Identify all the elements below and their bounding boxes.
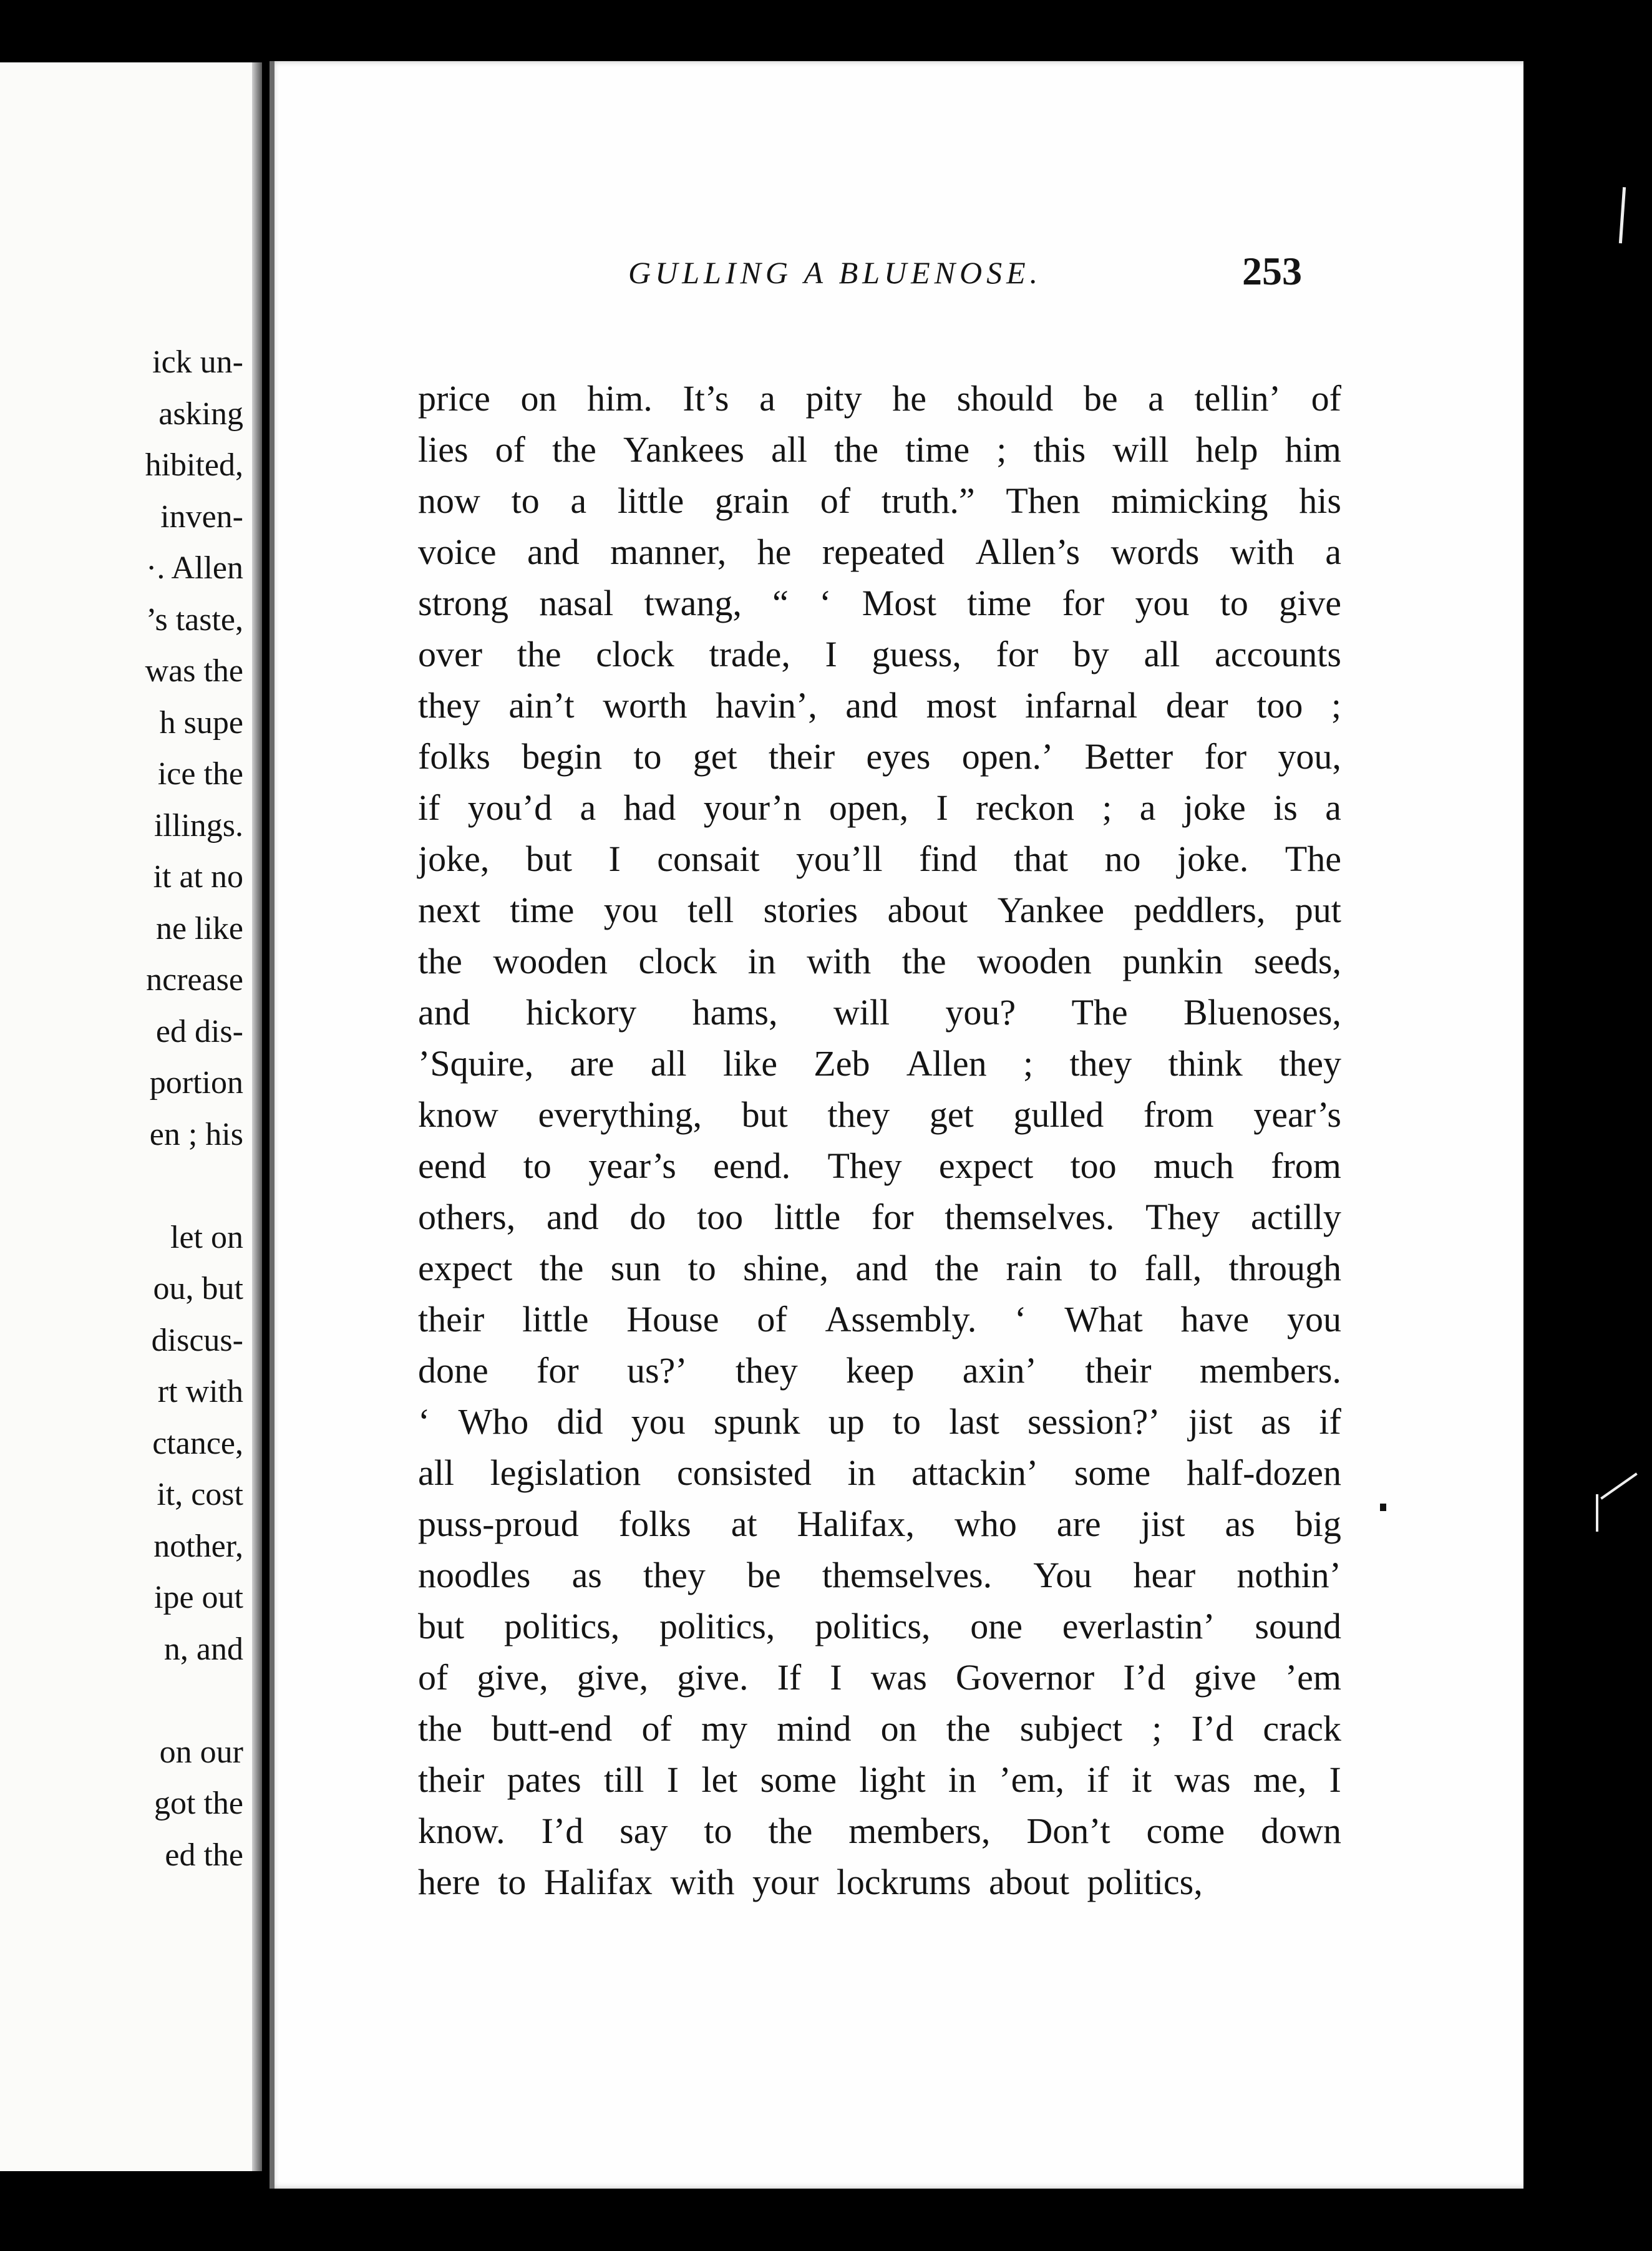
- left-line: nother,: [153, 1528, 243, 1564]
- left-line: discus-: [151, 1322, 243, 1358]
- page-edge-shadow: [270, 61, 275, 2189]
- left-line: rt with: [157, 1374, 243, 1409]
- book-gutter: [252, 62, 262, 2171]
- left-line: on our: [159, 1734, 243, 1770]
- body-text: [418, 373, 1341, 1908]
- left-line: it at no: [153, 859, 243, 895]
- body-line: voice and manner, he repeated Allen’s words with a: [418, 532, 1341, 572]
- left-line: let on: [170, 1219, 243, 1255]
- left-line: ipe out: [154, 1580, 243, 1615]
- body-line: the wooden clock in with the wooden punkin seeds,: [418, 941, 1341, 981]
- body-line: others, and do too little for themselves. They actilly: [418, 1197, 1341, 1237]
- scan-mark: [1619, 187, 1626, 243]
- body-line: eend to year’s eend. They expect too much from: [418, 1145, 1341, 1186]
- left-line: got the: [154, 1786, 243, 1821]
- body-line: here to Halifax with your lockrums about politics,: [418, 1862, 1203, 1902]
- body-line: over the clock trade, I guess, for by all accounts: [418, 634, 1341, 674]
- running-title: GULLING A BLUENOSE.: [628, 255, 1042, 290]
- left-line-gap: [145, 1160, 243, 1212]
- scan-mark: [1380, 1504, 1386, 1511]
- page-number: 253: [1242, 249, 1302, 293]
- left-line: ncrease: [146, 962, 243, 998]
- left-page-text: [145, 337, 243, 1881]
- left-line: illings.: [153, 807, 243, 844]
- scan-mark: [1596, 1494, 1598, 1532]
- left-line: hibited,: [145, 447, 243, 483]
- left-line: inven-: [160, 498, 243, 535]
- body-line: joke, but I consait you’ll find that no joke. The: [418, 839, 1341, 879]
- left-line: it, cost: [157, 1477, 243, 1512]
- left-line: h supe: [159, 704, 243, 741]
- body-line: know everything, but they get gulled from year’s: [418, 1094, 1341, 1135]
- body-line: now to a little grain of truth.” Then mimicking his: [418, 480, 1341, 521]
- body-line: ‘ Who did you spunk up to last session?’ jist as if: [418, 1401, 1341, 1442]
- body-line: folks begin to get their eyes open.’ Better for you,: [418, 736, 1341, 777]
- left-line: ed the: [165, 1837, 243, 1873]
- body-line: of give, give, give. If I was Governor I’d give ’em: [418, 1657, 1341, 1698]
- body-line: price on him. It’s a pity he should be a tellin’ of: [418, 378, 1341, 419]
- left-line: en ; his: [149, 1116, 243, 1152]
- body-line: noodles as they be themselves. You hear nothin’: [418, 1555, 1341, 1595]
- body-line: done for us?’ they keep axin’ their members.: [418, 1350, 1341, 1391]
- body-line: but politics, politics, politics, one everlastin’ sound: [418, 1606, 1341, 1646]
- body-line: strong nasal twang, “ ‘ Most time for you to give: [418, 583, 1341, 623]
- left-line: n, and: [163, 1631, 243, 1667]
- left-line: ed dis-: [155, 1013, 243, 1049]
- body-line: ’Squire, are all like Zeb Allen ; they think they: [418, 1043, 1341, 1084]
- left-facing-page: [0, 62, 262, 2171]
- left-line: ick un-: [152, 344, 243, 380]
- body-line: they ain’t worth havin’, and most infarnal dear too ;: [418, 685, 1341, 726]
- book-page: [270, 61, 1523, 2189]
- left-line: ’s taste,: [146, 601, 243, 638]
- body-line: their little House of Assembly. ‘ What have you: [418, 1299, 1341, 1339]
- body-line: next time you tell stories about Yankee peddlers, put: [418, 890, 1341, 930]
- left-line: ou, but: [153, 1271, 243, 1306]
- body-line: their pates till I let some light in ’em, if it was me, I: [418, 1759, 1341, 1800]
- left-line-gap: [145, 1675, 243, 1727]
- body-line: the butt-end of my mind on the subject ; I’d crack: [418, 1708, 1341, 1749]
- left-line: asking: [158, 396, 243, 432]
- left-line: ice the: [157, 756, 243, 792]
- left-line: ctance,: [152, 1425, 243, 1461]
- scan-mark: [1600, 1472, 1638, 1499]
- left-line: ne like: [155, 910, 243, 946]
- body-line: all legislation consisted in attackin’ some half-dozen: [418, 1452, 1341, 1493]
- body-line: if you’d a had your’n open, I reckon ; a joke is a: [418, 787, 1341, 828]
- body-line: expect the sun to shine, and the rain to fall, through: [418, 1248, 1341, 1288]
- body-line: puss-proud folks at Halifax, who are jist as big: [418, 1504, 1341, 1544]
- body-line: and hickory hams, will you? The Bluenoses,: [418, 992, 1341, 1033]
- left-line: ·. Allen: [146, 550, 243, 586]
- left-line: was the: [145, 653, 243, 689]
- body-line: lies of the Yankees all the time ; this will help him: [418, 429, 1341, 470]
- running-head: [628, 248, 1302, 304]
- body-line: know. I’d say to the members, Don’t come down: [418, 1811, 1341, 1851]
- left-line: portion: [149, 1065, 243, 1101]
